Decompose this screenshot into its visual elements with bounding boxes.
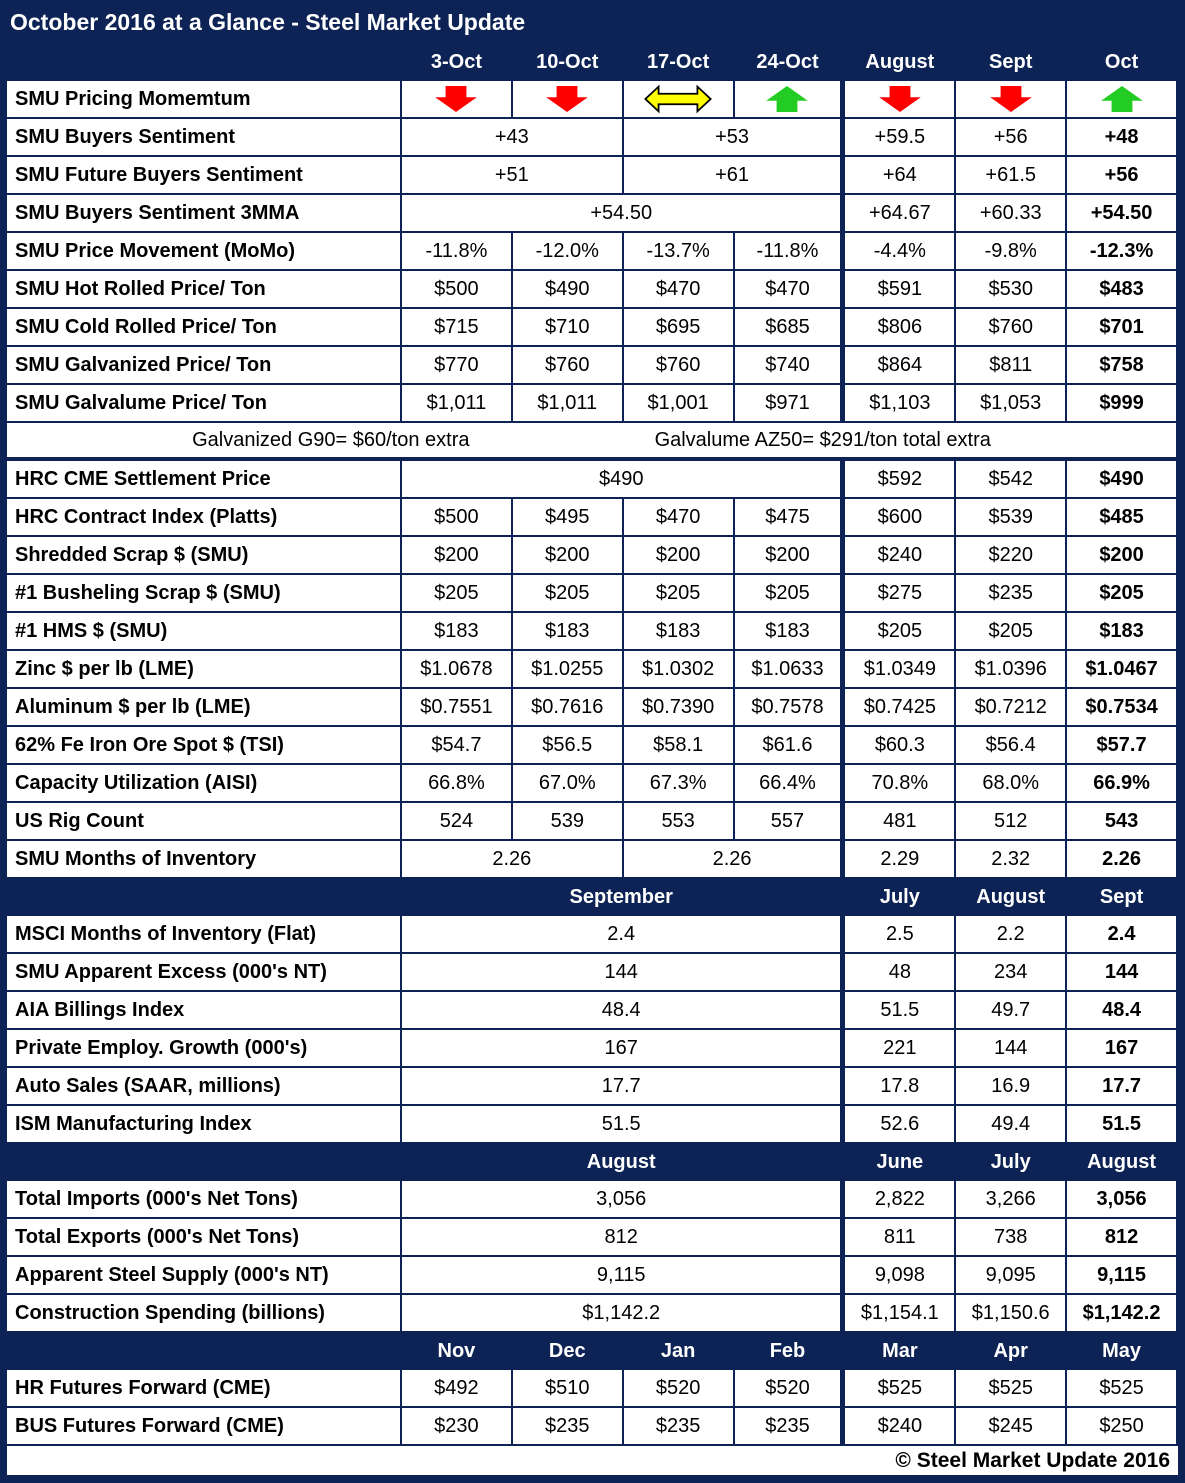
cell-value: $56.5 xyxy=(513,727,624,765)
cell-value: $470 xyxy=(624,271,735,309)
cell-value: 2,822 xyxy=(845,1181,956,1219)
table-row xyxy=(7,309,1178,347)
momentum-cell xyxy=(845,81,956,119)
table-row xyxy=(7,689,1178,727)
cell-value: -11.8% xyxy=(402,233,513,271)
cell-value: $235 xyxy=(624,1408,735,1446)
down-arrow-icon xyxy=(874,84,926,114)
table-row xyxy=(7,727,1178,765)
cell-value: $205 xyxy=(624,575,735,613)
row-label: SMU Galvalume Price/ Ton xyxy=(7,385,402,423)
row-label: SMU Hot Rolled Price/ Ton xyxy=(7,271,402,309)
cell-value: $1,001 xyxy=(624,385,735,423)
cell-value: 2.32 xyxy=(956,841,1067,879)
cell-value: $200 xyxy=(1067,537,1178,575)
note-cell xyxy=(7,423,1178,461)
cell-value: $483 xyxy=(1067,271,1178,309)
cell-value: $1,011 xyxy=(402,385,513,423)
cell-value: $520 xyxy=(624,1370,735,1408)
cell-value: 3,056 xyxy=(1067,1181,1178,1219)
cell-value: 234 xyxy=(956,954,1067,992)
cell-value: $240 xyxy=(845,537,956,575)
cell-value: +64 xyxy=(845,157,956,195)
table-row xyxy=(7,1030,1178,1068)
row-label: #1 HMS $ (SMU) xyxy=(7,613,402,651)
cell-value: $183 xyxy=(1067,613,1178,651)
cell-value: $500 xyxy=(402,499,513,537)
row-label: Auto Sales (SAAR, millions) xyxy=(7,1068,402,1106)
cell-value: $1.0396 xyxy=(956,651,1067,689)
column-header: August xyxy=(845,44,956,81)
cell-value: +53 xyxy=(624,119,846,157)
cell-value: $200 xyxy=(513,537,624,575)
cell-value: $0.7534 xyxy=(1067,689,1178,727)
cell-value: 3,266 xyxy=(956,1181,1067,1219)
table-row xyxy=(7,651,1178,689)
cell-value: $811 xyxy=(956,347,1067,385)
cell-value: $0.7551 xyxy=(402,689,513,727)
cell-value: $539 xyxy=(956,499,1067,537)
cell-value: $235 xyxy=(735,1408,846,1446)
cell-value: $525 xyxy=(956,1370,1067,1408)
cell-value: $525 xyxy=(845,1370,956,1408)
cell-value: 9,098 xyxy=(845,1257,956,1295)
table-row xyxy=(7,1219,1178,1257)
cell-value: $710 xyxy=(513,309,624,347)
table-row xyxy=(7,1257,1178,1295)
cell-value: 512 xyxy=(956,803,1067,841)
cell-value: 539 xyxy=(513,803,624,841)
cell-value: $1.0255 xyxy=(513,651,624,689)
row-label: MSCI Months of Inventory (Flat) xyxy=(7,916,402,954)
cell-value: +54.50 xyxy=(402,195,845,233)
cell-value: $61.6 xyxy=(735,727,846,765)
cell-value: $240 xyxy=(845,1408,956,1446)
cell-value: $864 xyxy=(845,347,956,385)
table-row xyxy=(7,916,1178,954)
table-row xyxy=(7,575,1178,613)
table-row xyxy=(7,233,1178,271)
cell-value: $475 xyxy=(735,499,846,537)
row-label: AIA Billings Index xyxy=(7,992,402,1030)
column-header: 3-Oct xyxy=(402,44,513,81)
column-header: Sept xyxy=(1067,879,1178,916)
row-label: Aluminum $ per lb (LME) xyxy=(7,689,402,727)
row-label xyxy=(7,1144,402,1181)
cell-value: 2.26 xyxy=(402,841,624,879)
cell-value: 167 xyxy=(1067,1030,1178,1068)
row-label: SMU Pricing Momemtum xyxy=(7,81,402,119)
table-row xyxy=(7,385,1178,423)
row-label xyxy=(7,44,402,81)
cell-value: $600 xyxy=(845,499,956,537)
cell-value: +61.5 xyxy=(956,157,1067,195)
cell-value: -12.0% xyxy=(513,233,624,271)
cell-value: $205 xyxy=(845,613,956,651)
cell-value: $760 xyxy=(956,309,1067,347)
row-label: SMU Price Movement (MoMo) xyxy=(7,233,402,271)
cell-value: 67.3% xyxy=(624,765,735,803)
cell-value: 66.8% xyxy=(402,765,513,803)
cell-value: $1,154.1 xyxy=(845,1295,956,1333)
cell-value: $235 xyxy=(513,1408,624,1446)
cell-value: $490 xyxy=(402,461,845,499)
row-label: SMU Future Buyers Sentiment xyxy=(7,157,402,195)
cell-value: 2.29 xyxy=(845,841,956,879)
cell-value: -9.8% xyxy=(956,233,1067,271)
cell-value: $250 xyxy=(1067,1408,1178,1446)
cell-value: 144 xyxy=(1067,954,1178,992)
cell-value: $200 xyxy=(624,537,735,575)
cell-value: 557 xyxy=(735,803,846,841)
cell-value: $1,142.2 xyxy=(1067,1295,1178,1333)
cell-value: +59.5 xyxy=(845,119,956,157)
row-label: Zinc $ per lb (LME) xyxy=(7,651,402,689)
cell-value: 51.5 xyxy=(402,1106,845,1144)
cell-value: $200 xyxy=(735,537,846,575)
up-arrow-icon xyxy=(761,84,813,114)
copyright: © Steel Market Update 2016 xyxy=(7,1446,1178,1475)
table-row xyxy=(7,461,1178,499)
cell-value: $500 xyxy=(402,271,513,309)
cell-value: 51.5 xyxy=(1067,1106,1178,1144)
cell-value: 66.4% xyxy=(735,765,846,803)
column-header: July xyxy=(956,1144,1067,1181)
table-row xyxy=(7,1068,1178,1106)
column-header: Apr xyxy=(956,1333,1067,1370)
cell-value: 2.5 xyxy=(845,916,956,954)
column-header: August xyxy=(956,879,1067,916)
row-label: #1 Busheling Scrap $ (SMU) xyxy=(7,575,402,613)
table-row xyxy=(7,499,1178,537)
cell-value: $999 xyxy=(1067,385,1178,423)
cell-value: $205 xyxy=(956,613,1067,651)
table-row xyxy=(7,81,1178,119)
cell-value: $695 xyxy=(624,309,735,347)
momentum-cell xyxy=(735,81,846,119)
cell-value: +43 xyxy=(402,119,624,157)
cell-value: $1,103 xyxy=(845,385,956,423)
cell-value: 553 xyxy=(624,803,735,841)
cell-value: $205 xyxy=(513,575,624,613)
note-row xyxy=(7,423,1178,461)
cell-value: $205 xyxy=(735,575,846,613)
cell-value: $205 xyxy=(1067,575,1178,613)
table-row xyxy=(7,271,1178,309)
momentum-cell xyxy=(956,81,1067,119)
cell-value: 3,056 xyxy=(402,1181,845,1219)
column-header: Sept xyxy=(956,44,1067,81)
cell-value: 524 xyxy=(402,803,513,841)
cell-value: $592 xyxy=(845,461,956,499)
row-label: SMU Galvanized Price/ Ton xyxy=(7,347,402,385)
cell-value: $1,053 xyxy=(956,385,1067,423)
note-text: Galvalume AZ50= $291/ton total extra xyxy=(654,429,991,451)
cell-value: $60.3 xyxy=(845,727,956,765)
table-row xyxy=(7,954,1178,992)
table-row xyxy=(7,992,1178,1030)
cell-value: $0.7425 xyxy=(845,689,956,727)
cell-value: $470 xyxy=(735,271,846,309)
cell-value: $56.4 xyxy=(956,727,1067,765)
cell-value: $1,011 xyxy=(513,385,624,423)
cell-value: +54.50 xyxy=(1067,195,1178,233)
cell-value: $183 xyxy=(513,613,624,651)
cell-value: 9,115 xyxy=(1067,1257,1178,1295)
row-label: ISM Manufacturing Index xyxy=(7,1106,402,1144)
column-header: September xyxy=(402,879,845,916)
cell-value: $200 xyxy=(402,537,513,575)
row-label: US Rig Count xyxy=(7,803,402,841)
cell-value: 67.0% xyxy=(513,765,624,803)
cell-value: +56 xyxy=(1067,157,1178,195)
cell-value: $57.7 xyxy=(1067,727,1178,765)
cell-value: $520 xyxy=(735,1370,846,1408)
cell-value: $245 xyxy=(956,1408,1067,1446)
section-header-row xyxy=(7,879,1178,916)
cell-value: 811 xyxy=(845,1219,956,1257)
cell-value: $591 xyxy=(845,271,956,309)
row-label: Apparent Steel Supply (000's NT) xyxy=(7,1257,402,1295)
cell-value: 481 xyxy=(845,803,956,841)
cell-value: $0.7578 xyxy=(735,689,846,727)
table-row xyxy=(7,841,1178,879)
cell-value: $183 xyxy=(402,613,513,651)
column-header: May xyxy=(1067,1333,1178,1370)
row-label: Shredded Scrap $ (SMU) xyxy=(7,537,402,575)
cell-value: 812 xyxy=(1067,1219,1178,1257)
momentum-cell xyxy=(1067,81,1178,119)
row-label: Private Employ. Growth (000's) xyxy=(7,1030,402,1068)
cell-value: $740 xyxy=(735,347,846,385)
cell-value: $470 xyxy=(624,499,735,537)
cell-value: $530 xyxy=(956,271,1067,309)
cell-value: 17.7 xyxy=(402,1068,845,1106)
cell-value: -13.7% xyxy=(624,233,735,271)
cell-value: 51.5 xyxy=(845,992,956,1030)
table-row xyxy=(7,765,1178,803)
cell-value: 9,095 xyxy=(956,1257,1067,1295)
row-label: HRC Contract Index (Platts) xyxy=(7,499,402,537)
cell-value: $485 xyxy=(1067,499,1178,537)
cell-value: +48 xyxy=(1067,119,1178,157)
row-label: SMU Buyers Sentiment 3MMA xyxy=(7,195,402,233)
up-arrow-icon xyxy=(1096,84,1148,114)
cell-value: 48.4 xyxy=(1067,992,1178,1030)
cell-value: $275 xyxy=(845,575,956,613)
cell-value: $685 xyxy=(735,309,846,347)
column-header: Jan xyxy=(624,1333,735,1370)
cell-value: 2.4 xyxy=(1067,916,1178,954)
cell-value: $542 xyxy=(956,461,1067,499)
cell-value: 48 xyxy=(845,954,956,992)
cell-value: $1.0633 xyxy=(735,651,846,689)
cell-value: $490 xyxy=(1067,461,1178,499)
column-header: 17-Oct xyxy=(624,44,735,81)
cell-value: 812 xyxy=(402,1219,845,1257)
cell-value: $510 xyxy=(513,1370,624,1408)
row-label xyxy=(7,879,402,916)
section-header-row xyxy=(7,1333,1178,1370)
cell-value: 49.7 xyxy=(956,992,1067,1030)
leftright-arrow-icon xyxy=(641,84,715,114)
column-header: July xyxy=(845,879,956,916)
momentum-cell xyxy=(624,81,735,119)
cell-value: $760 xyxy=(513,347,624,385)
cell-value: +60.33 xyxy=(956,195,1067,233)
row-label xyxy=(7,1333,402,1370)
cell-value: +61 xyxy=(624,157,846,195)
momentum-cell xyxy=(402,81,513,119)
row-label: Total Exports (000's Net Tons) xyxy=(7,1219,402,1257)
momentum-cell xyxy=(513,81,624,119)
cell-value: $760 xyxy=(624,347,735,385)
cell-value: $758 xyxy=(1067,347,1178,385)
cell-value: $701 xyxy=(1067,309,1178,347)
cell-value: $0.7212 xyxy=(956,689,1067,727)
row-label: BUS Futures Forward (CME) xyxy=(7,1408,402,1446)
section-header-row xyxy=(7,44,1178,81)
column-header: Feb xyxy=(735,1333,846,1370)
cell-value: 2.26 xyxy=(624,841,846,879)
section-header-row xyxy=(7,1144,1178,1181)
row-label: Capacity Utilization (AISI) xyxy=(7,765,402,803)
column-header: Nov xyxy=(402,1333,513,1370)
column-header: August xyxy=(1067,1144,1178,1181)
cell-value: 2.2 xyxy=(956,916,1067,954)
cell-value: 17.8 xyxy=(845,1068,956,1106)
table-row xyxy=(7,1181,1178,1219)
table-row xyxy=(7,1370,1178,1408)
table-row xyxy=(7,803,1178,841)
cell-value: +64.67 xyxy=(845,195,956,233)
cell-value: 17.7 xyxy=(1067,1068,1178,1106)
cell-value: $971 xyxy=(735,385,846,423)
cell-value: $183 xyxy=(735,613,846,651)
table-row xyxy=(7,347,1178,385)
column-header: August xyxy=(402,1144,845,1181)
row-label: Construction Spending (billions) xyxy=(7,1295,402,1333)
row-label: Total Imports (000's Net Tons) xyxy=(7,1181,402,1219)
cell-value: 48.4 xyxy=(402,992,845,1030)
row-label: SMU Buyers Sentiment xyxy=(7,119,402,157)
row-label: 62% Fe Iron Ore Spot $ (TSI) xyxy=(7,727,402,765)
table-row xyxy=(7,537,1178,575)
cell-value: $495 xyxy=(513,499,624,537)
cell-value: 543 xyxy=(1067,803,1178,841)
cell-value: $770 xyxy=(402,347,513,385)
cell-value: 167 xyxy=(402,1030,845,1068)
cell-value: $806 xyxy=(845,309,956,347)
cell-value: 2.26 xyxy=(1067,841,1178,879)
cell-value: $492 xyxy=(402,1370,513,1408)
down-arrow-icon xyxy=(985,84,1037,114)
down-arrow-icon xyxy=(541,84,593,114)
cell-value: $230 xyxy=(402,1408,513,1446)
cell-value: $1.0467 xyxy=(1067,651,1178,689)
cell-value: 49.4 xyxy=(956,1106,1067,1144)
cell-value: 738 xyxy=(956,1219,1067,1257)
cell-value: $1.0349 xyxy=(845,651,956,689)
row-label: SMU Apparent Excess (000's NT) xyxy=(7,954,402,992)
cell-value: $1,142.2 xyxy=(402,1295,845,1333)
table-row xyxy=(7,1106,1178,1144)
cell-value: 2.4 xyxy=(402,916,845,954)
row-label: HR Futures Forward (CME) xyxy=(7,1370,402,1408)
table-row xyxy=(7,195,1178,233)
column-header: 24-Oct xyxy=(735,44,846,81)
cell-value: $525 xyxy=(1067,1370,1178,1408)
cell-value: $205 xyxy=(402,575,513,613)
table-row xyxy=(7,1408,1178,1446)
cell-value: $0.7390 xyxy=(624,689,735,727)
cell-value: 70.8% xyxy=(845,765,956,803)
cell-value: 9,115 xyxy=(402,1257,845,1295)
column-header: Mar xyxy=(845,1333,956,1370)
row-label: HRC CME Settlement Price xyxy=(7,461,402,499)
row-label: SMU Cold Rolled Price/ Ton xyxy=(7,309,402,347)
cell-value: 66.9% xyxy=(1067,765,1178,803)
cell-value: 68.0% xyxy=(956,765,1067,803)
cell-value: +56 xyxy=(956,119,1067,157)
cell-value: -12.3% xyxy=(1067,233,1178,271)
cell-value: -4.4% xyxy=(845,233,956,271)
table-row xyxy=(7,119,1178,157)
column-header: Oct xyxy=(1067,44,1178,81)
table-row xyxy=(7,1295,1178,1333)
cell-value: $1.0678 xyxy=(402,651,513,689)
column-header: 10-Oct xyxy=(513,44,624,81)
cell-value: +51 xyxy=(402,157,624,195)
column-header: June xyxy=(845,1144,956,1181)
cell-value: $183 xyxy=(624,613,735,651)
cell-value: $1,150.6 xyxy=(956,1295,1067,1333)
cell-value: $220 xyxy=(956,537,1067,575)
cell-value: $235 xyxy=(956,575,1067,613)
cell-value: -11.8% xyxy=(735,233,846,271)
table-row xyxy=(7,613,1178,651)
page-title: October 2016 at a Glance - Steel Market Update xyxy=(0,0,1185,44)
cell-value: 144 xyxy=(402,954,845,992)
table-row xyxy=(7,157,1178,195)
cell-value: $715 xyxy=(402,309,513,347)
cell-value: $490 xyxy=(513,271,624,309)
steel-market-table xyxy=(0,44,1185,1483)
table-body xyxy=(7,44,1178,1446)
cell-value: $0.7616 xyxy=(513,689,624,727)
cell-value: 221 xyxy=(845,1030,956,1068)
cell-value: $54.7 xyxy=(402,727,513,765)
cell-value: 16.9 xyxy=(956,1068,1067,1106)
cell-value: 52.6 xyxy=(845,1106,956,1144)
row-label: SMU Months of Inventory xyxy=(7,841,402,879)
down-arrow-icon xyxy=(430,84,482,114)
note-text: Galvanized G90= $60/ton extra xyxy=(192,429,470,451)
column-header: Dec xyxy=(513,1333,624,1370)
cell-value: $58.1 xyxy=(624,727,735,765)
cell-value: 144 xyxy=(956,1030,1067,1068)
cell-value: $1.0302 xyxy=(624,651,735,689)
